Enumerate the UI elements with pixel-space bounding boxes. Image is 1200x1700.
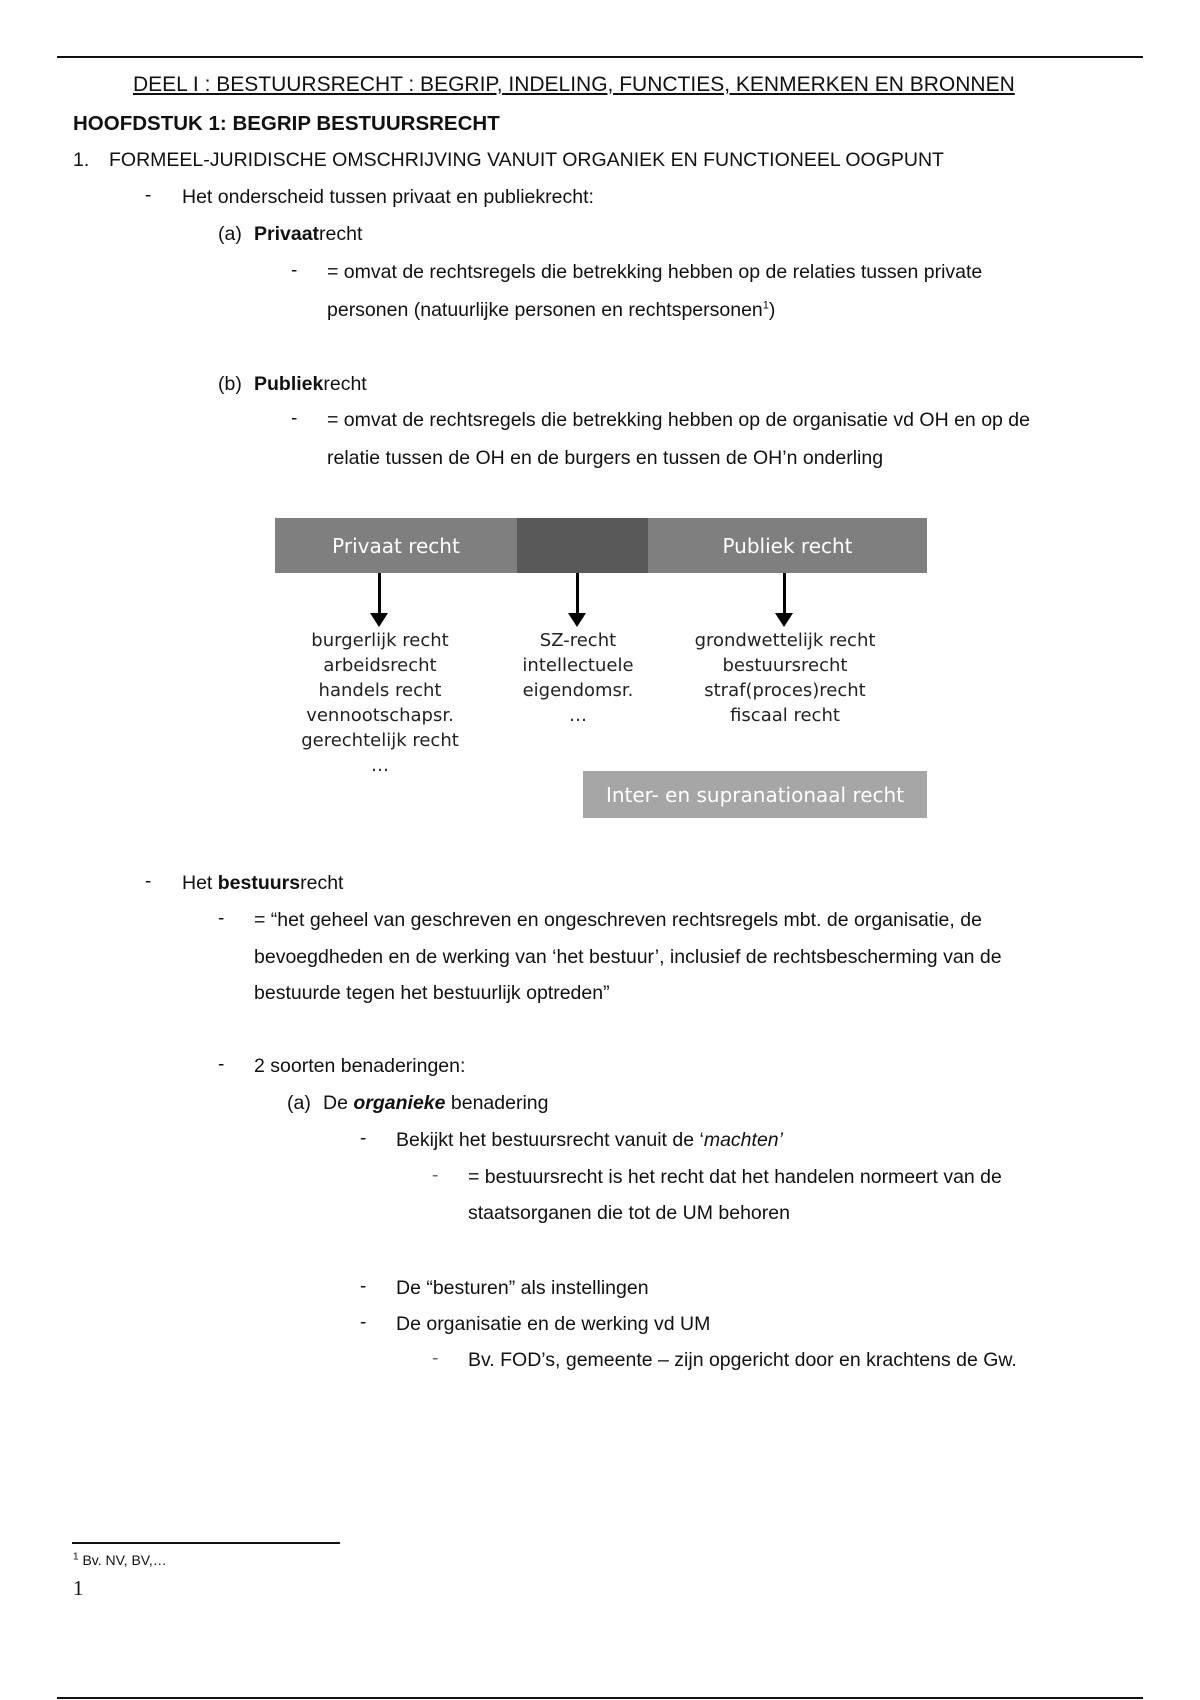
arrow-down-icon: [576, 573, 579, 615]
footnote-text: Bv. NV, BV,…: [82, 1552, 167, 1568]
l1-italic: machten’: [703, 1129, 783, 1151]
private-law-list: [275, 628, 485, 778]
organic-point-3: De organisatie en de werking vd UM: [396, 1313, 711, 1335]
section-text: FORMEEL-JURIDISCHE OMSCHRIJVING VANUIT ORGANIEK EN FUNCTIONEEL OOGPUNT: [109, 149, 944, 171]
mixed-law-list: [503, 628, 653, 728]
paragraph-administrative-law: [182, 871, 343, 895]
organic-example: Bv. FOD’s, gemeente – zijn opgericht door en krachtens de Gw.: [468, 1349, 1017, 1371]
page-title: DEEL I : BESTUURSRECHT : BEGRIP, INDELING, FUNCTIES, KENMERKEN EN BRONNEN: [133, 73, 1015, 96]
organic-rest: benadering: [445, 1092, 549, 1114]
organic-subpoint-line1: = bestuursrecht is het recht dat het handelen normeert van de: [468, 1166, 1002, 1188]
item-a-definition-text: personen (natuurlijke personen en rechtspersonen: [327, 299, 763, 321]
bullet-dash: -: [218, 1054, 225, 1075]
closing-paren: ): [768, 299, 776, 321]
item-b-definition-line1: = omvat de rechtsregels die betrekking hebben op de organisatie vd OH en op de: [327, 409, 1030, 431]
public-law-list: [675, 628, 895, 728]
definition-quote-line2: bevoegdheden en de werking van ‘het bestuur’, inclusief de rechtsbescherming van de: [254, 946, 1002, 968]
item-a-label: (a): [218, 223, 242, 245]
chapter-heading: HOOFDSTUK 1: BEGRIP BESTUURSRECHT: [73, 112, 500, 135]
item-b-rest: recht: [323, 373, 367, 395]
list-item: …: [569, 705, 587, 726]
item-a-rest: recht: [319, 223, 363, 245]
bullet-dash: -: [360, 1276, 367, 1297]
list-item: gerechtelijk recht: [301, 730, 459, 751]
list-item: bestuursrecht: [722, 655, 848, 676]
footnote: [73, 1552, 167, 1568]
paragraph-two-approaches: 2 soorten benaderingen:: [254, 1055, 466, 1077]
organic-pre: De: [323, 1092, 354, 1114]
bullet-dash: -: [360, 1312, 367, 1333]
footnote-reference: 1: [762, 299, 769, 312]
list-item: vennootschapsr.: [306, 705, 454, 726]
page-number: 1: [73, 1576, 84, 1600]
list-item: intellectuele: [522, 655, 634, 676]
list-item: straf(proces)recht: [704, 680, 866, 701]
bullet-dash: -: [291, 260, 298, 281]
law-division-diagram: [275, 518, 927, 818]
list-item: handels recht: [318, 680, 442, 701]
public-law-bar: Publiek recht: [648, 518, 927, 573]
p2-bold: bestuurs: [217, 872, 301, 894]
international-law-bar: Inter- en supranationaal recht: [583, 771, 927, 818]
bullet-dash: -: [291, 408, 298, 429]
arrow-down-icon: [378, 573, 381, 615]
organic-point-1: [396, 1128, 783, 1152]
item-a-bold: Privaat: [254, 223, 320, 245]
p2-pre: Het: [182, 872, 218, 894]
list-item: eigendomsr.: [522, 680, 634, 701]
mixed-law-bar: [517, 518, 648, 573]
item-a-definition-line2: [327, 298, 775, 322]
private-law-bar: Privaat recht: [275, 518, 517, 573]
list-item: fiscaal recht: [730, 705, 840, 726]
item-b-definition-line2: relatie tussen de OH en de burgers en tussen de OH’n onderling: [327, 447, 884, 469]
p2-rest: recht: [300, 872, 344, 894]
organic-heading: [323, 1091, 549, 1115]
definition-quote-line1: = “het geheel van geschreven en ongeschreven rechtsregels mbt. de organisatie, de: [254, 909, 982, 931]
l1-pre: Bekijkt het bestuursrecht vanuit de ‘: [396, 1129, 704, 1151]
organic-bold-italic: organieke: [353, 1092, 446, 1114]
definition-quote-line3: bestuurde tegen het bestuurlijk optreden”: [254, 982, 610, 1004]
organic-point-2: De “besturen” als instellingen: [396, 1277, 649, 1299]
paragraph-distinction: Het onderscheid tussen privaat en publiekrecht:: [182, 186, 594, 208]
item-a-heading: [254, 222, 362, 246]
bullet-dash: -: [432, 1348, 439, 1369]
bottom-rule: [57, 1697, 1143, 1699]
arrow-down-icon: [783, 573, 786, 615]
footnote-number: 1: [73, 1551, 79, 1563]
bullet-dash: -: [145, 871, 152, 892]
bullet-dash: -: [145, 185, 152, 206]
bullet-dash: -: [432, 1165, 439, 1186]
list-item: arbeidsrecht: [323, 655, 437, 676]
item-b-bold: Publiek: [254, 373, 324, 395]
organic-subpoint-line2: staatsorganen die tot de UM behoren: [468, 1202, 790, 1224]
section-number: 1.: [73, 149, 90, 171]
organic-label: (a): [287, 1092, 311, 1114]
top-rule: [57, 56, 1143, 58]
list-item: SZ-recht: [539, 630, 617, 651]
item-b-heading: [254, 372, 367, 396]
list-item: burgerlijk recht: [311, 630, 449, 651]
footnote-rule: [72, 1542, 340, 1544]
bullet-dash: -: [360, 1128, 367, 1149]
list-item: …: [371, 755, 389, 776]
bullet-dash: -: [218, 908, 225, 929]
item-b-label: (b): [218, 373, 242, 395]
list-item: grondwettelijk recht: [694, 630, 876, 651]
item-a-definition-line1: = omvat de rechtsregels die betrekking hebben op de relaties tussen private: [327, 261, 983, 283]
section-heading: [73, 148, 944, 172]
